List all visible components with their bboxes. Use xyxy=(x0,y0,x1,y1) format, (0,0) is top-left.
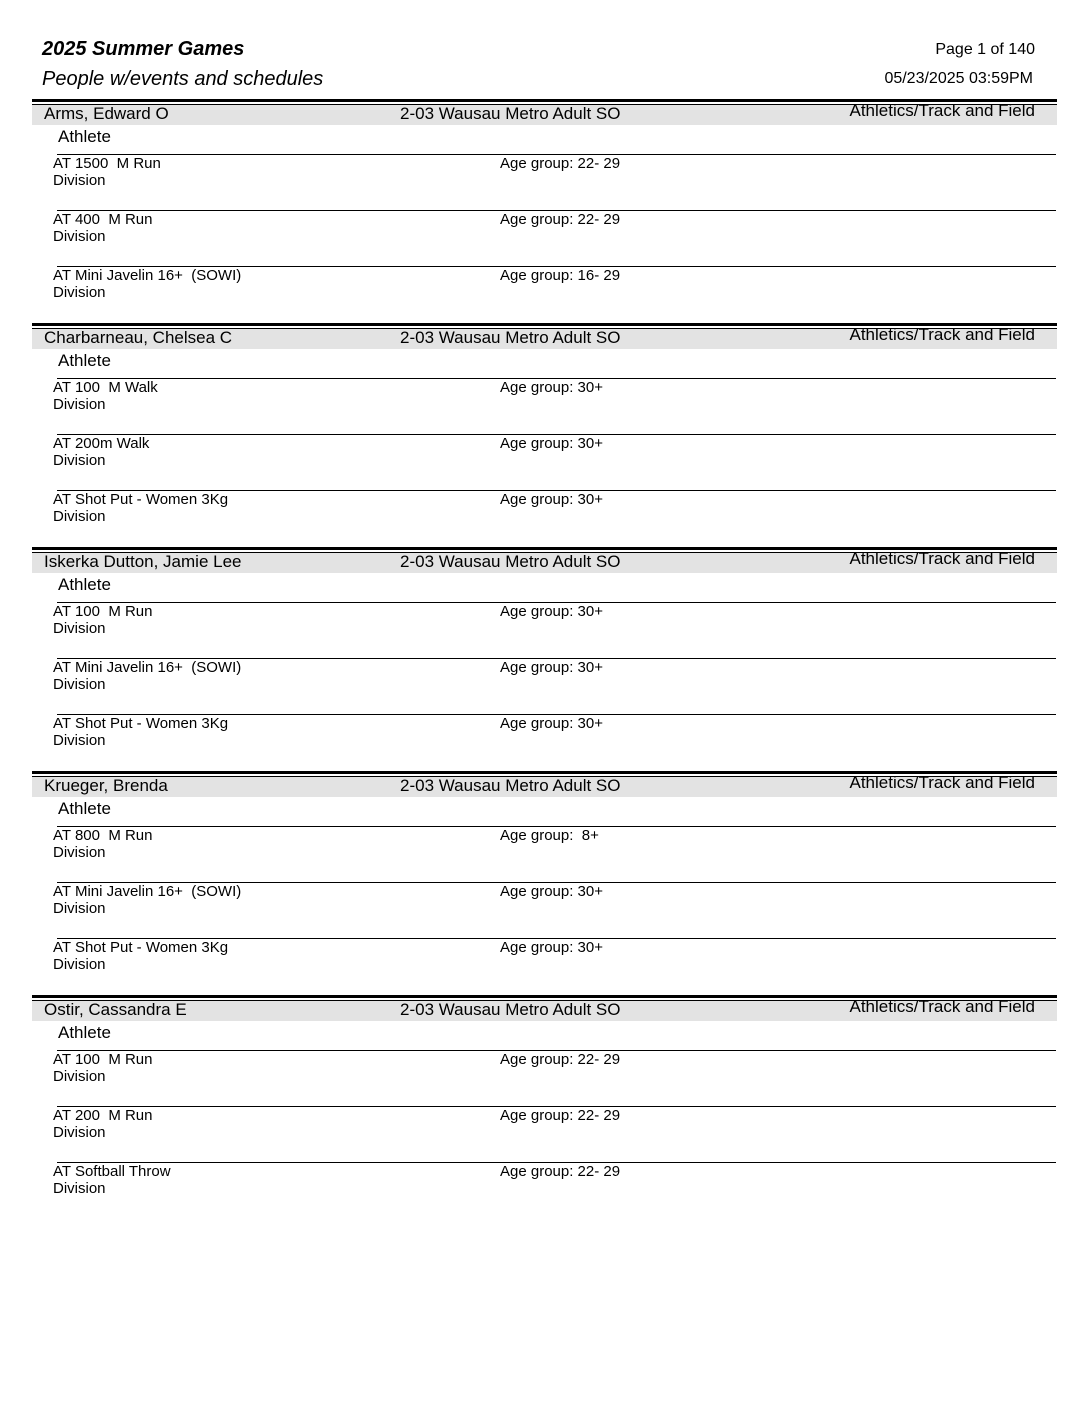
event-age-group: Age group: 30+ xyxy=(500,603,604,620)
person-role: Athlete xyxy=(58,575,111,594)
person-name: Ostir, Cassandra E xyxy=(44,1000,187,1019)
report-title: 2025 Summer Games xyxy=(42,38,245,60)
sport-name: Athletics/Track and Field xyxy=(849,325,1035,344)
event-division: Division xyxy=(53,1068,106,1085)
event-name: AT Shot Put - Women 3Kg xyxy=(53,939,229,956)
event-row xyxy=(0,882,1088,938)
team-name: 2-03 Wausau Metro Adult SO xyxy=(400,552,621,571)
event-division: Division xyxy=(53,844,106,861)
event-division: Division xyxy=(53,956,106,973)
report-datetime: 05/23/2025 03:59PM xyxy=(884,70,1033,87)
person-record xyxy=(0,771,1088,995)
event-division: Division xyxy=(53,452,106,469)
event-row xyxy=(0,1050,1088,1106)
event-age-group: Age group: 30+ xyxy=(500,659,604,676)
event-age-group: Age group: 22- 29 xyxy=(500,1163,621,1180)
person-name: Krueger, Brenda xyxy=(44,776,168,795)
team-name: 2-03 Wausau Metro Adult SO xyxy=(400,1000,621,1019)
event-name: AT 1500 M Run xyxy=(53,155,161,172)
event-age-group: Age group: 30+ xyxy=(500,715,604,732)
person-role: Athlete xyxy=(58,799,111,818)
event-row xyxy=(0,826,1088,882)
event-division: Division xyxy=(53,1124,106,1141)
sport-name: Athletics/Track and Field xyxy=(849,773,1035,792)
event-name: AT 800 M Run xyxy=(53,827,153,844)
person-role: Athlete xyxy=(58,1023,111,1042)
event-age-group: Age group: 22- 29 xyxy=(500,1051,621,1068)
sport-name: Athletics/Track and Field xyxy=(849,549,1035,568)
event-age-group: Age group: 30+ xyxy=(500,939,604,956)
person-records xyxy=(0,99,1088,1219)
person-record xyxy=(0,995,1088,1219)
event-name: AT Softball Throw xyxy=(53,1163,171,1180)
event-age-group: Age group: 30+ xyxy=(500,435,604,452)
event-row xyxy=(0,602,1088,658)
person-name: Arms, Edward O xyxy=(44,104,169,123)
sport-name: Athletics/Track and Field xyxy=(849,997,1035,1016)
page-number: Page 1 of 140 xyxy=(935,41,1035,58)
person-record xyxy=(0,547,1088,771)
event-row xyxy=(0,210,1088,266)
event-age-group: Age group: 22- 29 xyxy=(500,155,621,172)
event-row xyxy=(0,714,1088,770)
event-name: AT Mini Javelin 16+ (SOWI) xyxy=(53,659,242,676)
event-division: Division xyxy=(53,900,106,917)
event-row xyxy=(0,266,1088,322)
person-record xyxy=(0,99,1088,323)
person-role: Athlete xyxy=(58,127,111,146)
team-name: 2-03 Wausau Metro Adult SO xyxy=(400,104,621,123)
event-division: Division xyxy=(53,228,106,245)
event-name: AT 200 M Run xyxy=(53,1107,153,1124)
event-name: AT Shot Put - Women 3Kg xyxy=(53,491,229,508)
event-division: Division xyxy=(53,396,106,413)
event-name: AT 100 M Walk xyxy=(53,379,158,396)
sport-name: Athletics/Track and Field xyxy=(849,101,1035,120)
event-division: Division xyxy=(53,172,106,189)
event-age-group: Age group: 22- 29 xyxy=(500,1107,621,1124)
event-name: AT Shot Put - Women 3Kg xyxy=(53,715,229,732)
event-row xyxy=(0,658,1088,714)
event-age-group: Age group: 16- 29 xyxy=(500,267,621,284)
event-name: AT 100 M Run xyxy=(53,603,153,620)
event-division: Division xyxy=(53,284,106,301)
event-division: Division xyxy=(53,732,106,749)
event-age-group: Age group: 30+ xyxy=(500,491,604,508)
event-row xyxy=(0,434,1088,490)
person-name: Charbarneau, Chelsea C xyxy=(44,328,233,347)
event-division: Division xyxy=(53,1180,106,1197)
event-row xyxy=(0,490,1088,546)
event-name: AT 200m Walk xyxy=(53,435,150,452)
event-age-group: Age group: 30+ xyxy=(500,883,604,900)
event-division: Division xyxy=(53,508,106,525)
person-record xyxy=(0,323,1088,547)
event-row xyxy=(0,154,1088,210)
event-name: AT 100 M Run xyxy=(53,1051,153,1068)
event-division: Division xyxy=(53,620,106,637)
event-name: AT Mini Javelin 16+ (SOWI) xyxy=(53,267,242,284)
event-row xyxy=(0,938,1088,994)
event-age-group: Age group: 22- 29 xyxy=(500,211,621,228)
person-name: Iskerka Dutton, Jamie Lee xyxy=(44,552,242,571)
event-row xyxy=(0,1162,1088,1218)
report-subtitle: People w/events and schedules xyxy=(42,68,324,90)
team-name: 2-03 Wausau Metro Adult SO xyxy=(400,776,621,795)
person-role: Athlete xyxy=(58,351,111,370)
event-age-group: Age group: 8+ xyxy=(500,827,599,844)
team-name: 2-03 Wausau Metro Adult SO xyxy=(400,328,621,347)
event-row xyxy=(0,378,1088,434)
event-name: AT Mini Javelin 16+ (SOWI) xyxy=(53,883,242,900)
event-age-group: Age group: 30+ xyxy=(500,379,604,396)
event-name: AT 400 M Run xyxy=(53,211,153,228)
event-division: Division xyxy=(53,676,106,693)
event-row xyxy=(0,1106,1088,1162)
